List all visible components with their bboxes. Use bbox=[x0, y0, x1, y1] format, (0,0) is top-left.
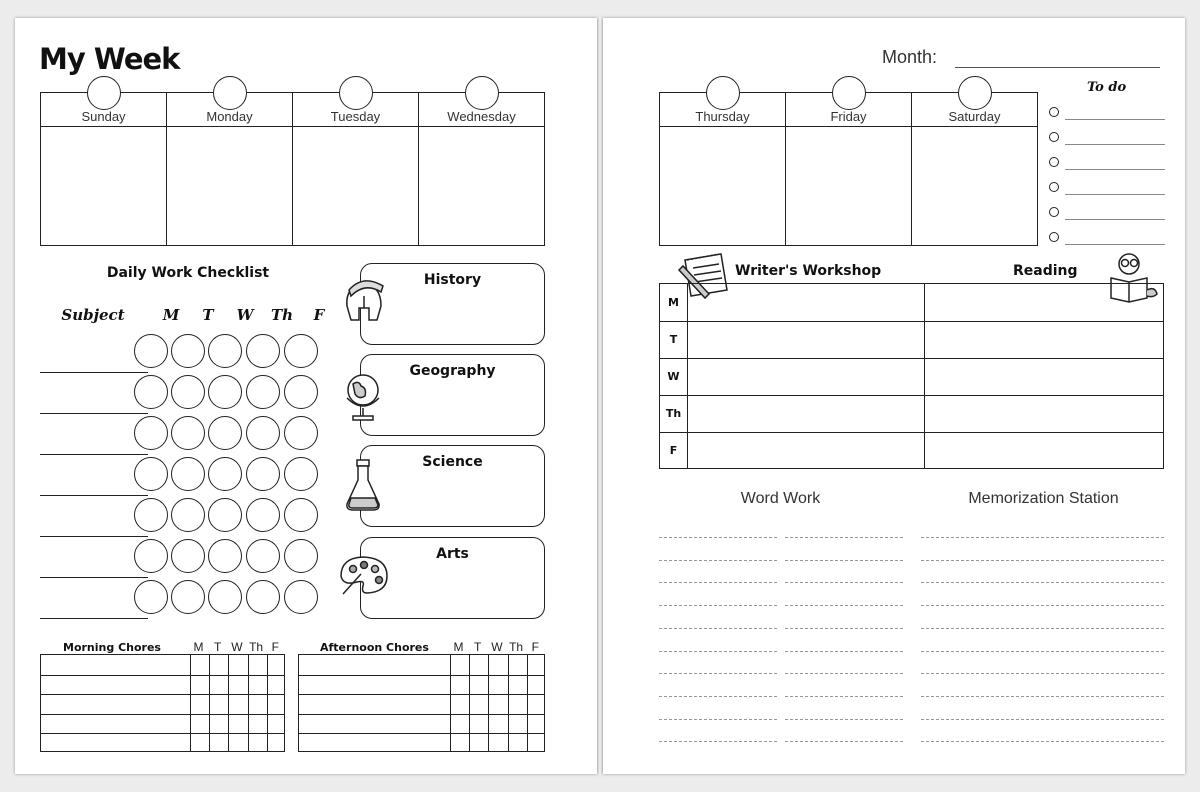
chores-col-line bbox=[450, 655, 451, 751]
checklist-circle[interactable] bbox=[284, 457, 318, 491]
workshop-reading-grid bbox=[659, 283, 1164, 469]
memorization-line[interactable] bbox=[921, 537, 1164, 538]
word-work-line[interactable] bbox=[785, 560, 903, 561]
checklist-circle[interactable] bbox=[246, 457, 280, 491]
word-work-line[interactable] bbox=[785, 605, 903, 606]
chores-day-header: W bbox=[231, 640, 243, 654]
workshop-day-label: M bbox=[668, 296, 679, 309]
chores-day-header: M bbox=[193, 640, 204, 654]
word-work-line[interactable] bbox=[659, 605, 777, 606]
word-work-line[interactable] bbox=[659, 537, 777, 538]
subject-title: History bbox=[423, 272, 482, 288]
subject-line[interactable] bbox=[40, 372, 148, 373]
subject-box-history[interactable] bbox=[360, 263, 545, 345]
date-circle[interactable] bbox=[87, 76, 121, 110]
checklist-circle[interactable] bbox=[171, 416, 205, 450]
morning-chores-title: Morning Chores bbox=[63, 641, 161, 654]
weekday-box-right bbox=[659, 92, 1038, 246]
checklist-day-header: W bbox=[236, 306, 254, 324]
todo-checkbox[interactable] bbox=[1049, 232, 1059, 242]
todo-checkbox[interactable] bbox=[1049, 182, 1059, 192]
checklist-circle[interactable] bbox=[284, 539, 318, 573]
memorization-line[interactable] bbox=[921, 582, 1164, 583]
subject-title: Geography bbox=[409, 363, 496, 379]
word-work-line[interactable] bbox=[785, 673, 903, 674]
checklist-day-header: M bbox=[162, 306, 180, 324]
right-page bbox=[603, 18, 1185, 774]
chores-col-line bbox=[527, 655, 528, 751]
day-label: Wednesday bbox=[447, 109, 516, 124]
subject-box-science[interactable] bbox=[360, 445, 545, 527]
day-label: Sunday bbox=[81, 109, 126, 124]
chores-day-header: M bbox=[453, 640, 464, 654]
checklist-circle[interactable] bbox=[246, 498, 280, 532]
chores-col-line bbox=[508, 655, 509, 751]
word-work-line[interactable] bbox=[785, 582, 903, 583]
day-column-thursday bbox=[660, 93, 786, 245]
checklist-circle[interactable] bbox=[134, 539, 168, 573]
checklist-circle[interactable] bbox=[284, 375, 318, 409]
checklist-day-header: F bbox=[313, 306, 325, 324]
todo-line[interactable] bbox=[1065, 144, 1165, 145]
checklist-circle[interactable] bbox=[246, 334, 280, 368]
checklist-circle[interactable] bbox=[208, 416, 242, 450]
checklist-circle[interactable] bbox=[246, 580, 280, 614]
word-work-line[interactable] bbox=[785, 719, 903, 720]
checklist-circle[interactable] bbox=[284, 334, 318, 368]
todo-line[interactable] bbox=[1065, 119, 1165, 120]
todo-line[interactable] bbox=[1065, 194, 1165, 195]
checklist-circle[interactable] bbox=[171, 539, 205, 573]
word-work-line[interactable] bbox=[659, 696, 777, 697]
checklist-circle[interactable] bbox=[171, 498, 205, 532]
checklist-circle[interactable] bbox=[208, 580, 242, 614]
checklist-circle[interactable] bbox=[208, 457, 242, 491]
todo-title: To do bbox=[1087, 80, 1127, 95]
date-circle[interactable] bbox=[339, 76, 373, 110]
checklist-circle[interactable] bbox=[134, 334, 168, 368]
checklist-circle[interactable] bbox=[134, 498, 168, 532]
page-title: My Week bbox=[39, 42, 180, 76]
writers-workshop-cell[interactable] bbox=[688, 321, 924, 358]
subject-line[interactable] bbox=[40, 618, 148, 619]
todo-checkbox[interactable] bbox=[1049, 207, 1059, 217]
word-work-line[interactable] bbox=[785, 628, 903, 629]
reading-cell[interactable] bbox=[925, 358, 1162, 395]
word-work-line[interactable] bbox=[659, 560, 777, 561]
writers-workshop-cell[interactable] bbox=[688, 432, 924, 469]
date-circle[interactable] bbox=[832, 76, 866, 110]
chores-col-line bbox=[209, 655, 210, 751]
month-label: Month: bbox=[882, 47, 938, 67]
subject-title: Science bbox=[422, 454, 483, 470]
chores-col-line bbox=[469, 655, 470, 751]
word-work-line[interactable] bbox=[659, 651, 777, 652]
subject-line[interactable] bbox=[40, 413, 148, 414]
checklist-title: Daily Work Checklist bbox=[106, 265, 270, 281]
memorization-line[interactable] bbox=[921, 741, 1164, 742]
day-column-sunday bbox=[41, 93, 167, 245]
reading-cell[interactable] bbox=[925, 284, 1162, 321]
day-column-tuesday bbox=[293, 93, 419, 245]
subject-title: Arts bbox=[436, 546, 469, 562]
checklist-circle[interactable] bbox=[134, 416, 168, 450]
checklist-day-header: T bbox=[202, 306, 214, 324]
date-circle[interactable] bbox=[706, 76, 740, 110]
checklist-circle[interactable] bbox=[171, 375, 205, 409]
word-work-title: Word Work bbox=[740, 490, 821, 507]
checklist-circle[interactable] bbox=[284, 580, 318, 614]
day-label: Friday bbox=[830, 109, 867, 124]
memorization-line[interactable] bbox=[921, 560, 1164, 561]
todo-checkbox[interactable] bbox=[1049, 132, 1059, 142]
reading-cell[interactable] bbox=[925, 321, 1162, 358]
workshop-day-label: F bbox=[669, 444, 678, 457]
chores-col-line bbox=[248, 655, 249, 751]
memorization-line[interactable] bbox=[921, 719, 1164, 720]
todo-line[interactable] bbox=[1065, 219, 1165, 220]
chores-day-header: F bbox=[271, 640, 279, 654]
workshop-day-label: W bbox=[667, 370, 680, 383]
checklist-circle[interactable] bbox=[246, 416, 280, 450]
day-column-wednesday bbox=[419, 93, 544, 245]
checklist-day-header: Th bbox=[270, 306, 294, 324]
word-work-line[interactable] bbox=[785, 696, 903, 697]
chores-day-header: F bbox=[531, 640, 539, 654]
checklist-circle[interactable] bbox=[134, 457, 168, 491]
subject-line[interactable] bbox=[40, 454, 148, 455]
memorization-line[interactable] bbox=[921, 673, 1164, 674]
weekday-box-left bbox=[40, 92, 545, 246]
flask-icon bbox=[343, 458, 383, 512]
checklist-circle[interactable] bbox=[134, 375, 168, 409]
checklist-circle[interactable] bbox=[134, 580, 168, 614]
day-label: Tuesday bbox=[330, 109, 381, 124]
chores-col-line bbox=[267, 655, 268, 751]
checklist-circle[interactable] bbox=[171, 457, 205, 491]
chores-day-header: W bbox=[491, 640, 503, 654]
day-column-saturday bbox=[912, 93, 1037, 245]
date-circle[interactable] bbox=[465, 76, 499, 110]
day-label: Saturday bbox=[948, 109, 1001, 124]
month-field[interactable] bbox=[955, 67, 1160, 68]
word-work-line[interactable] bbox=[785, 651, 903, 652]
checklist-circle[interactable] bbox=[246, 375, 280, 409]
checklist-circle[interactable] bbox=[171, 334, 205, 368]
chores-day-header: Th bbox=[249, 640, 264, 654]
word-work-line[interactable] bbox=[659, 741, 777, 742]
subject-label: Subject bbox=[61, 306, 125, 324]
day-column-monday bbox=[167, 93, 293, 245]
checklist-circle[interactable] bbox=[246, 539, 280, 573]
checklist-circle[interactable] bbox=[284, 498, 318, 532]
day-label: Monday bbox=[206, 109, 253, 124]
memorization-line[interactable] bbox=[921, 651, 1164, 652]
subject-box-geography[interactable] bbox=[360, 354, 545, 436]
word-work-line[interactable] bbox=[785, 741, 903, 742]
checklist-circle[interactable] bbox=[208, 375, 242, 409]
chores-col-line bbox=[488, 655, 489, 751]
chores-table bbox=[40, 654, 285, 752]
writers-workshop-cell[interactable] bbox=[688, 284, 924, 321]
todo-checkbox[interactable] bbox=[1049, 107, 1059, 117]
memorization-station-title: Memorization Station bbox=[968, 490, 1119, 507]
chores-day-header: T bbox=[214, 640, 222, 654]
checklist-circle[interactable] bbox=[284, 416, 318, 450]
word-work-line[interactable] bbox=[785, 537, 903, 538]
writers-workshop-cell[interactable] bbox=[688, 395, 924, 432]
subject-line[interactable] bbox=[40, 495, 148, 496]
subject-line[interactable] bbox=[40, 536, 148, 537]
day-label: Thursday bbox=[695, 109, 750, 124]
left-page bbox=[15, 18, 597, 774]
checklist-circle[interactable] bbox=[171, 580, 205, 614]
chores-table bbox=[298, 654, 545, 752]
subject-line[interactable] bbox=[40, 577, 148, 578]
todo-line[interactable] bbox=[1065, 169, 1165, 170]
word-work-line[interactable] bbox=[659, 582, 777, 583]
globe-icon bbox=[341, 370, 385, 422]
chores-col-line bbox=[190, 655, 191, 751]
todo-line[interactable] bbox=[1065, 244, 1165, 245]
word-work-line[interactable] bbox=[659, 673, 777, 674]
checklist-circle[interactable] bbox=[208, 498, 242, 532]
workshop-day-label: Th bbox=[665, 407, 682, 420]
day-column-friday bbox=[786, 93, 912, 245]
chores-day-header: Th bbox=[509, 640, 524, 654]
spartan-helmet-icon bbox=[339, 276, 387, 326]
writers-workshop-title: Writer's Workshop bbox=[735, 263, 882, 279]
memorization-line[interactable] bbox=[921, 696, 1164, 697]
afternoon-chores-title: Afternoon Chores bbox=[320, 641, 429, 654]
chores-day-header: T bbox=[474, 640, 482, 654]
reading-cell[interactable] bbox=[925, 395, 1162, 432]
checklist-circle[interactable] bbox=[208, 334, 242, 368]
word-work-line[interactable] bbox=[659, 628, 777, 629]
word-work-line[interactable] bbox=[659, 719, 777, 720]
reading-title: Reading bbox=[1013, 263, 1078, 279]
todo-checkbox[interactable] bbox=[1049, 157, 1059, 167]
memorization-line[interactable] bbox=[921, 628, 1164, 629]
workshop-day-label: T bbox=[669, 333, 678, 346]
reading-cell[interactable] bbox=[925, 432, 1162, 469]
date-circle[interactable] bbox=[958, 76, 992, 110]
date-circle[interactable] bbox=[213, 76, 247, 110]
chores-col-line bbox=[228, 655, 229, 751]
memorization-line[interactable] bbox=[921, 605, 1164, 606]
checklist-circle[interactable] bbox=[208, 539, 242, 573]
writers-workshop-cell[interactable] bbox=[688, 358, 924, 395]
paint-palette-icon bbox=[337, 552, 391, 598]
